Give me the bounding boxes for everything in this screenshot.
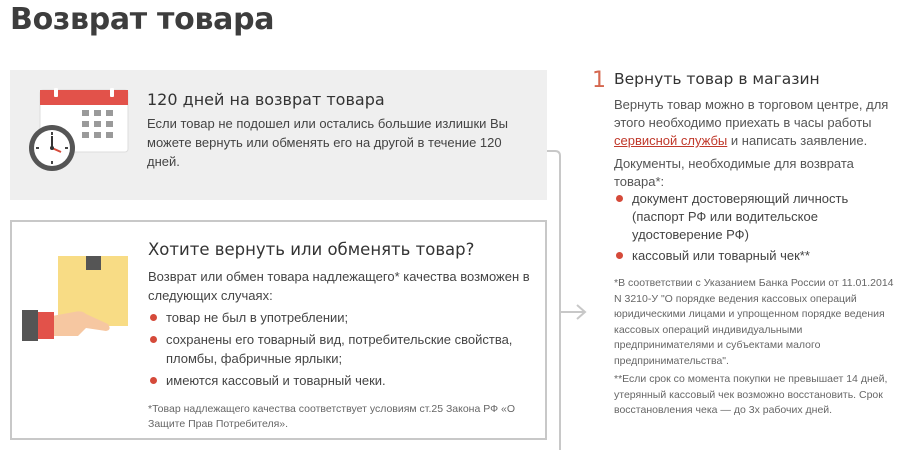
return-period-card [10,70,547,200]
step-text: Вернуть товар можно в торговом центре, для этого необходимо приехать в часы работы сервисной службы и написать заявление. [614,97,889,148]
legal-notes [614,276,894,419]
connector-arrow-icon [547,150,565,450]
list-item: имеются кассовый и товарный чеки. [148,371,538,390]
bullet-dot-icon [150,314,157,321]
conditions-list [148,308,538,393]
step-title: Вернуть товар в магазин [614,70,820,88]
list-item: сохранены его товарный вид, потребительские свойства, пломбы, фабричные ярлыки; [148,330,538,368]
list-item: кассовый или товарный чек** [614,247,896,265]
docs-label: Документы, необходимые для возврата товара*: [614,156,854,189]
return-conditions-text: Возврат или обмен товара надлежащего* качества возможен в следующих случаях: [148,269,530,303]
quality-footnote: *Товар надлежащего качества соответствует условиям ст.25 Закона РФ «О Защите Прав Потребителя». [148,403,516,430]
hand-box-icon [22,252,134,344]
page-title: Возврат товара [10,2,275,37]
return-conditions-title: Хотите вернуть или обменять товар? [148,240,475,259]
bullet-dot-icon [150,377,157,384]
docs-list [614,190,896,268]
receipt-note: **Если срок со момента покупки не превышает 14 дней, утерянный кассовый чек возможно восстановить. Срок восстановления чека — до 3х рабочих дней. [614,373,888,416]
return-period-title: 120 дней на возврат товара [147,90,385,109]
return-conditions-card [10,220,547,440]
bullet-dot-icon [616,195,623,202]
step-number: 1 [592,68,606,93]
list-item: товар не был в употреблении; [148,308,538,327]
bullet-dot-icon [616,252,623,259]
list-item: документ достоверяющий личность (паспорт РФ или водительское удостоверение РФ) [614,190,896,244]
arrow-right-icon [560,302,588,322]
calendar-clock-icon [28,88,130,188]
bullet-dot-icon [150,336,157,343]
service-link[interactable]: сервисной службы [614,133,728,148]
return-period-text: Если товар не подошел или остались большие излишки Вы можете вернуть или обменять его на другой в течение 120 дней. [147,116,509,169]
bank-note: *В соответствии с Указанием Банка России от 11.01.2014 N 3210-У "О порядке ведения кассовых операций юридическими лицами и упрощенном порядке ведения кассовых операций индивидуальными предпринимателями и субъектами малого предпринимательства". [614,277,894,367]
